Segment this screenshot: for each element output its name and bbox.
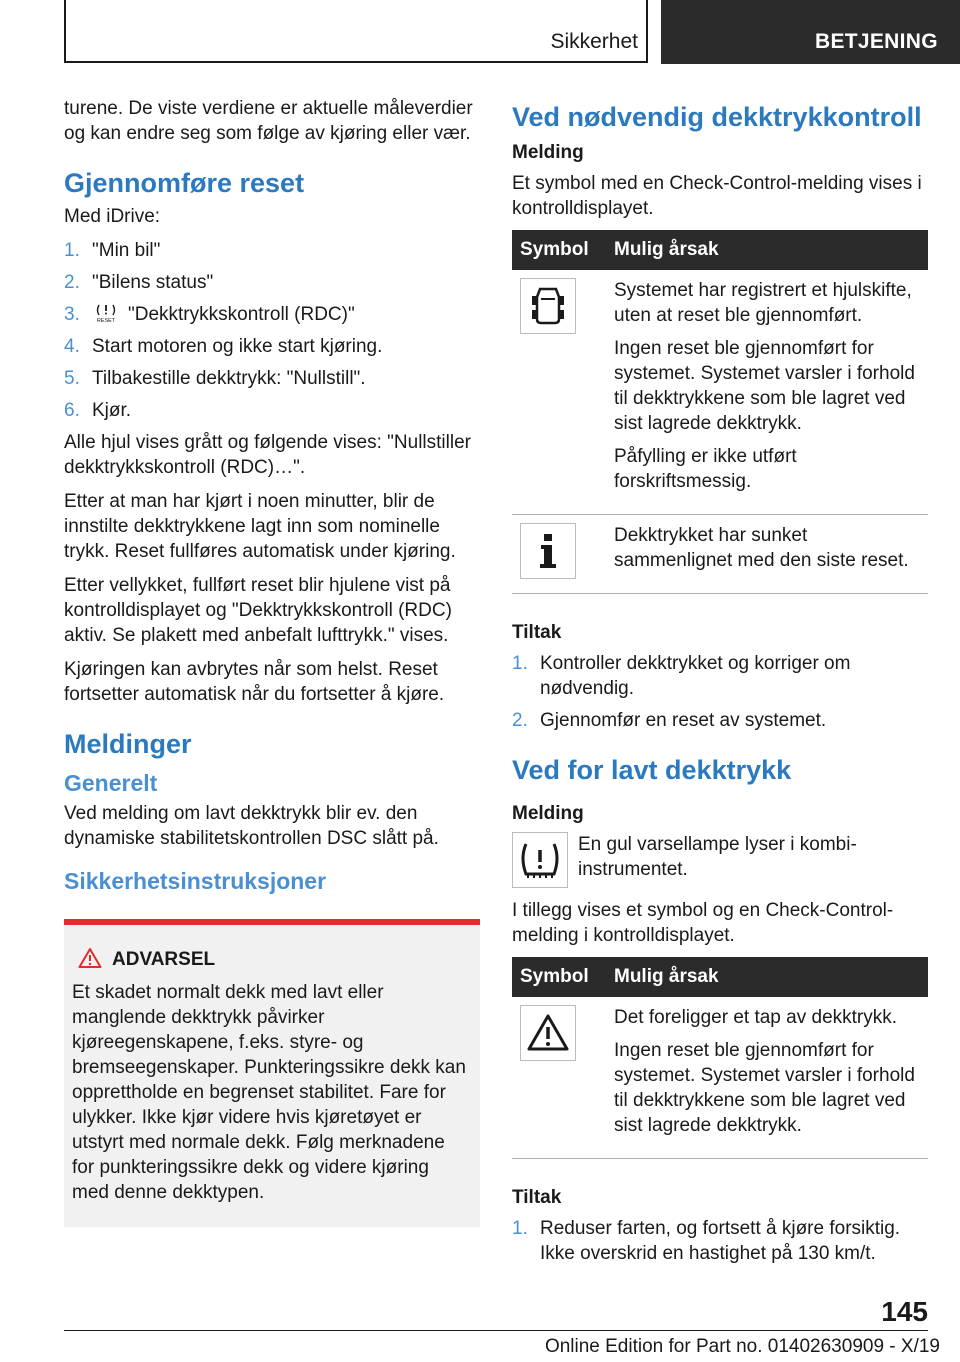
- cause-text: Dekktrykket har sunket sammenlignet med den siste reset.: [614, 525, 909, 571]
- general-heading: Generelt: [64, 770, 158, 796]
- column-header: Mulig årsak: [606, 230, 928, 270]
- step-number: 6.: [64, 400, 80, 421]
- action-steps: [512, 651, 928, 733]
- step-number: 4.: [64, 336, 80, 357]
- step-text: Kjør.: [92, 400, 132, 421]
- message-text: En gul varsellampe lyser i kombi-instrumentet.: [578, 834, 857, 880]
- message-label: Melding: [512, 142, 584, 163]
- step-text: Start motoren og ikke start kjøring.: [92, 336, 383, 357]
- step-number: 2.: [64, 272, 80, 293]
- cause-text: Påfylling er ikke utført forskriftsmessig.: [614, 446, 797, 492]
- symbol-table: [512, 957, 928, 1159]
- list-item: [512, 708, 928, 733]
- step-number: 1.: [512, 1218, 528, 1239]
- warning-text: Et skadet normalt dekk med lavt eller manglende dekktrykk påvirker kjøreegenskapene, f.eks. styre- og bremseegenskaper. Punkteringssikre dekk kan opprettholde en begrenset stabilitet. Fare for ulykker. Ikke kjør videre hvis kjøretøyet er utstyrt med normale dekk. Følg merknadene for punkteringssikre dekk og videre kjøring med denne dekktypen.: [72, 982, 466, 1203]
- table-row: [512, 270, 928, 515]
- edition-note: Online Edition for Part no. 01402630909 - X/19: [544, 1336, 940, 1357]
- tire-pressure-warning-icon: [512, 832, 568, 888]
- paragraph: Etter vellykket, fullført reset blir hjulene vist på kontrolldisplayet og "Dekktrykkskontroll (RDC) aktiv. Se plakett med anbefalt lufttrykk." vises.: [64, 575, 452, 646]
- safety-heading: Sikkerhetsinstruksjoner: [64, 868, 327, 894]
- message-text: I tillegg vises et symbol og en Check-Control-melding i kontrolldisplayet.: [512, 900, 894, 946]
- warning-header: [72, 947, 470, 972]
- reset-heading: Gjennomføre reset: [64, 168, 305, 198]
- right-column: [512, 96, 928, 1273]
- info-icon: [520, 523, 576, 579]
- step-text: Gjennomfør en reset av systemet.: [540, 710, 827, 731]
- step-text: "Bilens status": [92, 272, 214, 293]
- messages-heading: Meldinger: [64, 729, 192, 759]
- car-wheels-icon: [520, 278, 576, 334]
- step-number: 1.: [64, 240, 80, 261]
- step-text: Kontroller dekktrykket og korriger om nødvendig.: [540, 653, 851, 699]
- table-row: [512, 515, 928, 594]
- message-text: Et symbol med en Check-Control-melding vises i kontrolldisplayet.: [512, 173, 922, 219]
- rdc-reset-icon: [94, 303, 118, 323]
- list-item: [64, 366, 480, 391]
- reset-lead: Med iDrive:: [64, 206, 161, 227]
- warning-triangle-icon: [78, 947, 102, 969]
- paragraph: Kjøringen kan avbrytes når som helst. Reset fortsetter automatisk når du fortsetter å kjøre.: [64, 659, 445, 705]
- step-text: Tilbakestille dekktrykk: "Nullstill".: [92, 368, 366, 389]
- column-header: Symbol: [512, 230, 606, 270]
- cause-text: Systemet har registrert et hjulskifte, uten at reset ble gjennomført.: [614, 280, 912, 326]
- step-text: "Dekktrykkskontroll (RDC)": [128, 304, 355, 325]
- step-text: "Min bil": [92, 240, 161, 261]
- list-item: [64, 270, 480, 295]
- check-needed-heading: Ved nødvendig dekktrykkontroll: [512, 102, 922, 132]
- left-column: [64, 96, 480, 1227]
- page-header: [0, 0, 960, 66]
- step-number: 5.: [64, 368, 80, 389]
- action-label: Tiltak: [512, 1187, 562, 1208]
- low-pressure-heading: Ved for lavt dekktrykk: [512, 755, 792, 785]
- intro-text: turene. De viste verdiene er aktuelle måleverdier og kan endre seg som følge av kjøring eller vær.: [64, 98, 473, 144]
- svg-text:RESET: RESET: [96, 318, 116, 323]
- column-header: Symbol: [512, 957, 606, 997]
- general-text: Ved melding om lavt dekktrykk blir ev. den dynamiske stabilitetskontrollen DSC slått på.: [64, 803, 439, 849]
- step-text: Reduser farten, og fortsett å kjøre forsiktig. Ikke overskrid en hastighet på 130 km/t.: [540, 1218, 901, 1264]
- paragraph: Etter at man har kjørt i noen minutter, blir de innstilte dekktrykkene lagt inn som nominelle trykk. Reset fullføres automatisk under kjøring.: [64, 491, 456, 562]
- action-label: Tiltak: [512, 622, 562, 643]
- list-item: [64, 238, 480, 263]
- reset-steps: [64, 238, 480, 423]
- warning-box: [64, 919, 480, 1227]
- step-number: 2.: [512, 710, 528, 731]
- footer-rule: [64, 1330, 928, 1331]
- list-item: [64, 334, 480, 359]
- warning-triangle-icon: [520, 1005, 576, 1061]
- section-title: Sikkerhet: [550, 30, 638, 53]
- list-item: [512, 1216, 928, 1266]
- page-number: 145: [881, 1296, 928, 1327]
- step-number: 1.: [512, 653, 528, 674]
- paragraph: Alle hjul vises grått og følgende vises: "Nullstiller dekktrykkskontroll (RDC)…".: [64, 432, 471, 478]
- warning-lamp-row: [512, 832, 928, 888]
- warning-title: ADVARSEL: [112, 949, 216, 970]
- step-number: 3.: [64, 304, 80, 325]
- cause-text: Ingen reset ble gjennomført for systemet. Systemet varsler i forhold til dekktrykkene som ble lagret ved sist lagrede dekktrykk.: [614, 338, 915, 434]
- cause-text: Ingen reset ble gjennomført for systemet. Systemet varsler i forhold til dekktrykkene som ble lagret ved sist lagrede dekktrykk.: [614, 1040, 915, 1136]
- chapter-tab: BETJENING: [815, 30, 938, 53]
- cause-text: Det foreligger et tap av dekktrykk.: [614, 1007, 898, 1028]
- list-item: [64, 398, 480, 423]
- column-header: Mulig årsak: [606, 957, 928, 997]
- action-steps: [512, 1216, 928, 1266]
- list-item: [64, 302, 480, 327]
- table-row: [512, 997, 928, 1159]
- list-item: [512, 651, 928, 701]
- symbol-table: [512, 230, 928, 594]
- message-label: Melding: [512, 803, 584, 824]
